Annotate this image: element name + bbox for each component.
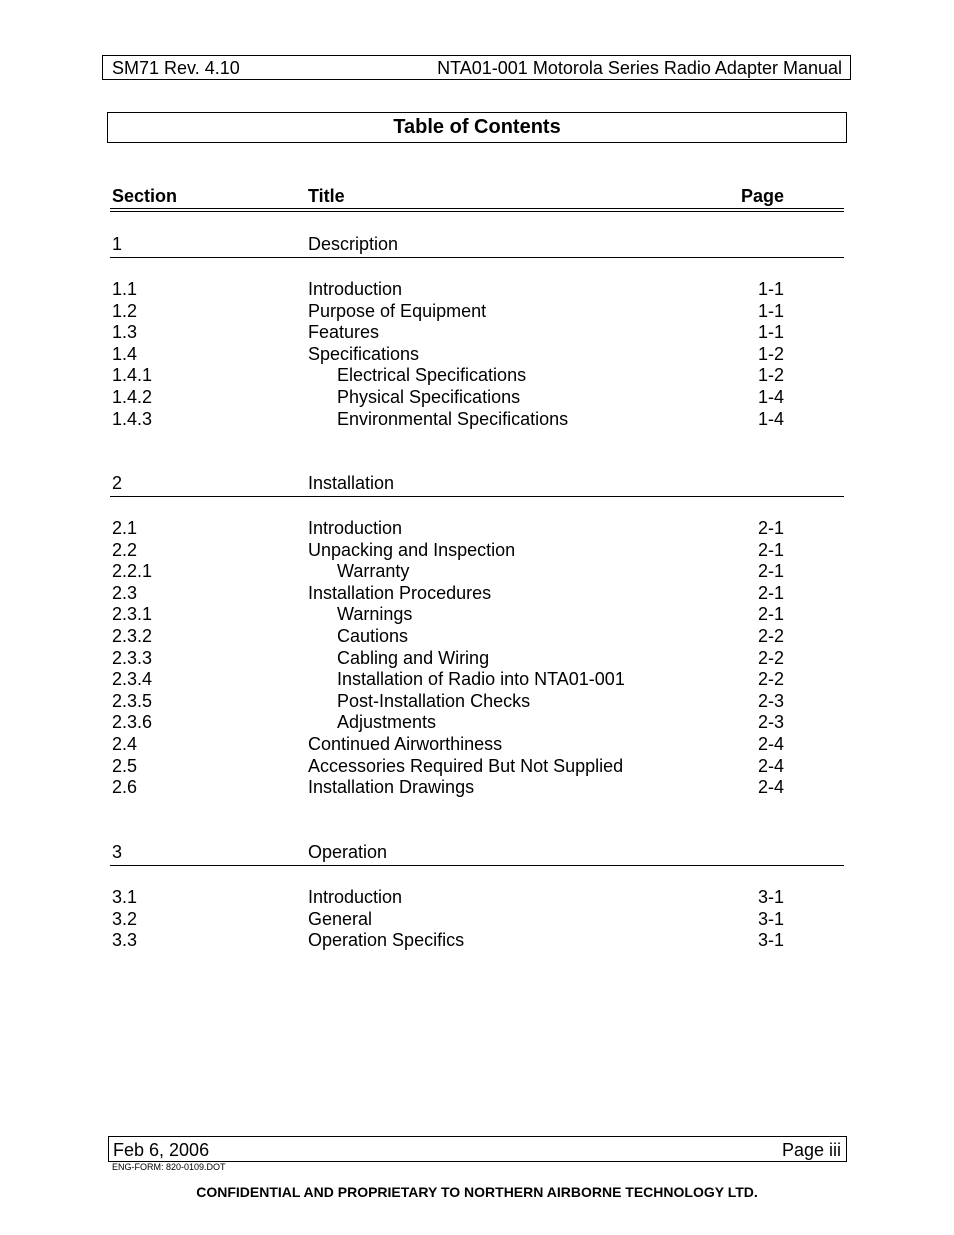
chapter-rule <box>110 496 844 497</box>
entry-section-number: 2.4 <box>112 734 138 754</box>
entry-title: Cabling and Wiring <box>337 647 490 668</box>
entry-title: General <box>308 908 373 929</box>
entry-section-number: 2.3.5 <box>112 690 153 711</box>
doc-title: NTA01-001 Motorola Series Radio Adapter Manual <box>437 58 842 78</box>
chapter-title: Description <box>308 234 399 254</box>
entry-title: Environmental Specifications <box>337 408 569 429</box>
entry-title: Specifications <box>308 343 420 364</box>
entry-section-number: 2.3.6 <box>112 712 153 733</box>
toc-entry-row[interactable] <box>0 365 954 387</box>
entry-title: Accessories Required But Not Supplied <box>308 755 624 776</box>
entry-section-number: 2.6 <box>112 777 138 798</box>
toc-entry-row[interactable] <box>0 387 954 409</box>
entry-page-number: 1-4 <box>758 387 785 407</box>
footer-page-number: Page iii <box>781 1140 841 1160</box>
entry-page-number: 2-1 <box>758 582 785 603</box>
toc-entry-row[interactable] <box>0 301 954 323</box>
entry-title: Purpose of Equipment <box>308 300 487 321</box>
entry-title: Warnings <box>337 604 413 625</box>
entry-title: Introduction <box>308 279 403 299</box>
entry-page-number: 1-4 <box>758 408 785 429</box>
entry-section-number: 2.3.4 <box>112 669 153 690</box>
entry-title: Warranty <box>337 561 410 582</box>
toc-entry-row[interactable] <box>0 540 954 562</box>
entry-section-number: 2.3.3 <box>112 647 153 668</box>
entry-page-number: 1-1 <box>758 300 785 321</box>
entry-section-number: 1.4.1 <box>112 365 153 386</box>
entry-page-number: 2-2 <box>758 647 785 668</box>
entry-page-number: 2-1 <box>758 561 785 582</box>
toc-title-box <box>107 112 847 143</box>
confidentiality-notice: CONFIDENTIAL AND PROPRIETARY TO NORTHERN AIRBORNE TECHNOLOGY LTD. <box>196 1184 758 1200</box>
entry-page-number: 2-3 <box>758 690 785 711</box>
form-number: ENG-FORM: 820-0109.DOT <box>112 1162 226 1172</box>
column-header-title: Title <box>308 186 345 206</box>
entry-title: Introduction <box>308 518 403 538</box>
footer-date: Feb 6, 2006 <box>113 1140 210 1160</box>
entry-title: Post-Installation Checks <box>337 690 531 711</box>
entry-title: Features <box>308 322 380 343</box>
entry-page-number: 2-2 <box>758 669 785 690</box>
entry-title: Electrical Specifications <box>337 365 527 386</box>
entry-page-number: 3-1 <box>758 930 785 951</box>
toc-entry-row[interactable] <box>0 583 954 605</box>
entry-section-number: 1.4.3 <box>112 408 153 429</box>
entry-page-number: 2-4 <box>758 734 785 754</box>
toc-entry-row[interactable] <box>0 604 954 626</box>
entry-page-number: 1-2 <box>758 365 785 386</box>
toc-chapter-row <box>0 842 954 864</box>
entry-section-number: 2.3 <box>112 582 138 603</box>
page-footer <box>108 1136 847 1162</box>
toc-entry-row[interactable] <box>0 322 954 344</box>
entry-section-number: 2.2 <box>112 539 138 560</box>
chapter-number: 2 <box>112 473 123 493</box>
toc-entry-row[interactable] <box>0 648 954 670</box>
entry-section-number: 2.3.1 <box>112 604 153 625</box>
entry-section-number: 3.1 <box>112 887 138 907</box>
toc-chapter-row <box>0 234 954 256</box>
toc-entry-row[interactable] <box>0 777 954 799</box>
entry-page-number: 3-1 <box>758 887 785 907</box>
toc-chapter-row <box>0 473 954 495</box>
toc-entry-row[interactable] <box>0 344 954 366</box>
entry-title: Continued Airworthiness <box>308 734 503 754</box>
chapter-title: Installation <box>308 473 395 493</box>
toc-entry-row[interactable] <box>0 279 954 301</box>
toc-entry-row[interactable] <box>0 756 954 778</box>
toc-entry-row[interactable] <box>0 626 954 648</box>
entry-title: Introduction <box>308 887 403 907</box>
toc-entry-row[interactable] <box>0 691 954 713</box>
chapter-number: 3 <box>112 842 123 862</box>
entry-title: Installation Procedures <box>308 582 492 603</box>
entry-page-number: 3-1 <box>758 908 785 929</box>
chapter-number: 1 <box>112 234 123 254</box>
entry-title: Physical Specifications <box>337 387 521 407</box>
entry-section-number: 2.3.2 <box>112 626 153 646</box>
entry-section-number: 2.5 <box>112 755 138 776</box>
entry-section-number: 2.2.1 <box>112 561 153 582</box>
entry-page-number: 2-1 <box>758 604 785 625</box>
entry-section-number: 2.1 <box>112 518 138 538</box>
toc-entry-row[interactable] <box>0 930 954 952</box>
toc-entry-row[interactable] <box>0 669 954 691</box>
header-double-rule <box>110 208 844 212</box>
entry-page-number: 1-1 <box>758 322 785 343</box>
toc-entry-row[interactable] <box>0 887 954 909</box>
chapter-title: Operation <box>308 842 388 862</box>
entry-section-number: 1.4 <box>112 343 138 364</box>
column-header-section: Section <box>112 186 178 206</box>
entry-page-number: 1-1 <box>758 279 785 299</box>
toc-entry-row[interactable] <box>0 518 954 540</box>
entry-page-number: 1-2 <box>758 343 785 364</box>
toc-entry-row[interactable] <box>0 409 954 431</box>
chapter-rule <box>110 257 844 258</box>
entry-title: Operation Specifics <box>308 930 465 951</box>
entry-title: Cautions <box>337 626 409 646</box>
chapter-rule <box>110 865 844 866</box>
entry-section-number: 3.3 <box>112 930 138 951</box>
toc-entry-row[interactable] <box>0 734 954 756</box>
entry-title: Adjustments <box>337 712 437 733</box>
toc-entry-row[interactable] <box>0 909 954 931</box>
entry-title: Installation of Radio into NTA01-001 <box>337 669 625 690</box>
entry-page-number: 2-4 <box>758 777 785 798</box>
entry-page-number: 2-2 <box>758 626 785 646</box>
entry-section-number: 3.2 <box>112 908 138 929</box>
entry-section-number: 1.4.2 <box>112 387 153 407</box>
toc-title: Table of Contents <box>393 116 561 138</box>
toc-entry-row[interactable] <box>0 561 954 583</box>
entry-section-number: 1.3 <box>112 322 138 343</box>
entry-title: Installation Drawings <box>308 777 475 798</box>
column-header-page: Page <box>741 186 785 206</box>
entry-page-number: 2-3 <box>758 712 785 733</box>
page-header <box>102 55 851 80</box>
entry-title: Unpacking and Inspection <box>308 539 516 560</box>
toc-entry-row[interactable] <box>0 712 954 734</box>
entry-page-number: 2-1 <box>758 539 785 560</box>
entry-section-number: 1.2 <box>112 300 138 321</box>
entry-page-number: 2-4 <box>758 755 785 776</box>
entry-page-number: 2-1 <box>758 518 785 538</box>
entry-section-number: 1.1 <box>112 279 138 299</box>
doc-id: SM71 Rev. 4.10 <box>112 58 240 78</box>
